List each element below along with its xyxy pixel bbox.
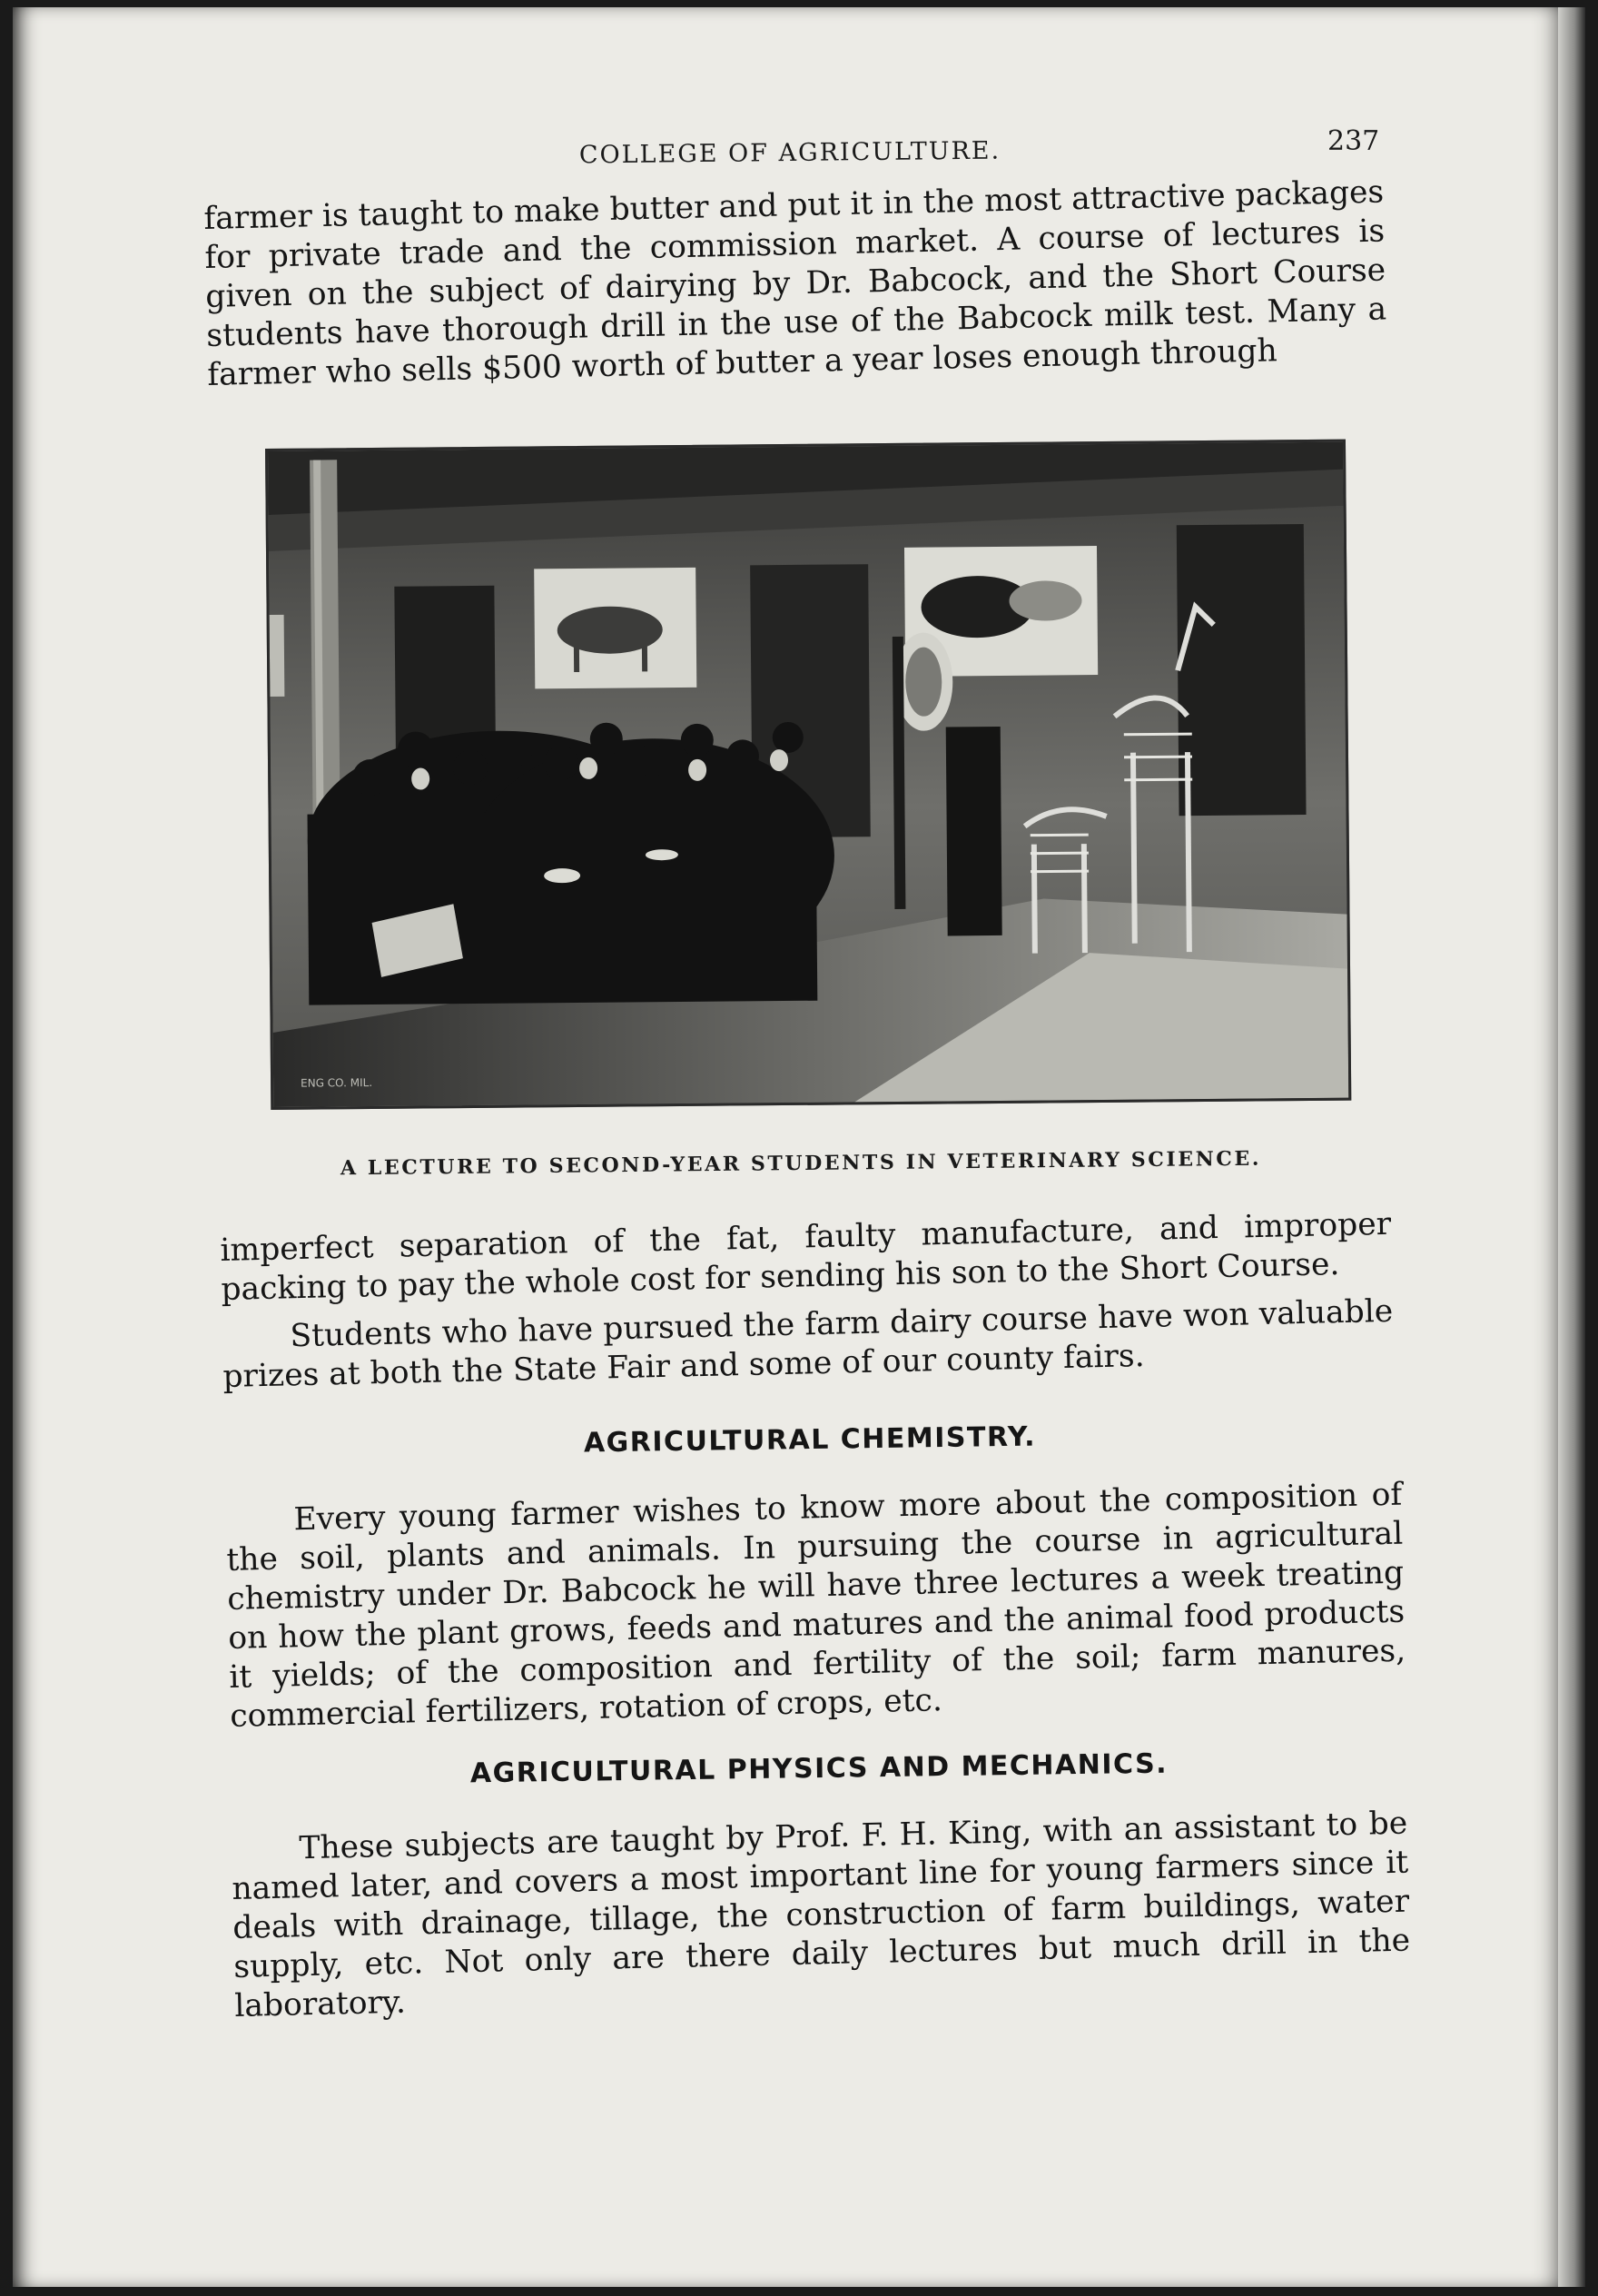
paragraph-prizes: Students who have pursued the farm dairy course have won valuable prizes at both the State Fair and some of our county fairs.	[222, 1292, 1394, 1395]
engraver-mark: ENG CO. MIL.	[301, 1075, 373, 1090]
page-number: 237	[1327, 125, 1380, 157]
paragraph-separation: imperfect separation of the fat, faulty manufacture, and improper packing to pay the whole cost for sending his son to the Short Course.	[220, 1205, 1392, 1308]
photo-frame	[265, 440, 1351, 1110]
heading-agricultural-chemistry: AGRICULTURAL CHEMISTRY.	[583, 1420, 1037, 1460]
paragraph-physics: These subjects are taught by Prof. F. H. King, with an assistant to be named later, and covers a most important line for young farmers since it deals with drainage, tillage, the construction of farm buildings, water supply, etc. Not only are there daily lectures but much drill in the laboratory.	[231, 1805, 1411, 2024]
paragraph-dairying: farmer is taught to make butter and put it in the most attractive packages for private trade and the commission market. A course of lectures is given on the subject of dairying by Dr. Babcock, and the Short Course students have thorough drill in the use of the Babcock milk test. Many a farmer who sells $500 worth of butter a year loses enough through	[203, 173, 1387, 393]
paragraph-chemistry: Every young farmer wishes to know more about the composition of the soil, plants and animals. In pursuing the course in agricultural chemistry under Dr. Babcock he will have three lectures a week treating on how the plant grows, feeds and matures and the animal food products it yields; of the composition and fertility of the soil; farm manures, commercial fertilizers, rotation of crops, etc.	[225, 1476, 1406, 1735]
page-edge-shadow	[1558, 7, 1585, 2287]
lecture-room-photograph	[268, 442, 1348, 1107]
figure-lecture-photo	[265, 440, 1358, 1115]
heading-agricultural-physics: AGRICULTURAL PHYSICS AND MECHANICS.	[469, 1747, 1169, 1790]
running-head-title: COLLEGE OF AGRICULTURE.	[578, 136, 1001, 170]
figure-caption: A LECTURE TO SECOND-YEAR STUDENTS IN VETERINARY SCIENCE.	[340, 1146, 1262, 1181]
book-page	[13, 7, 1567, 2287]
